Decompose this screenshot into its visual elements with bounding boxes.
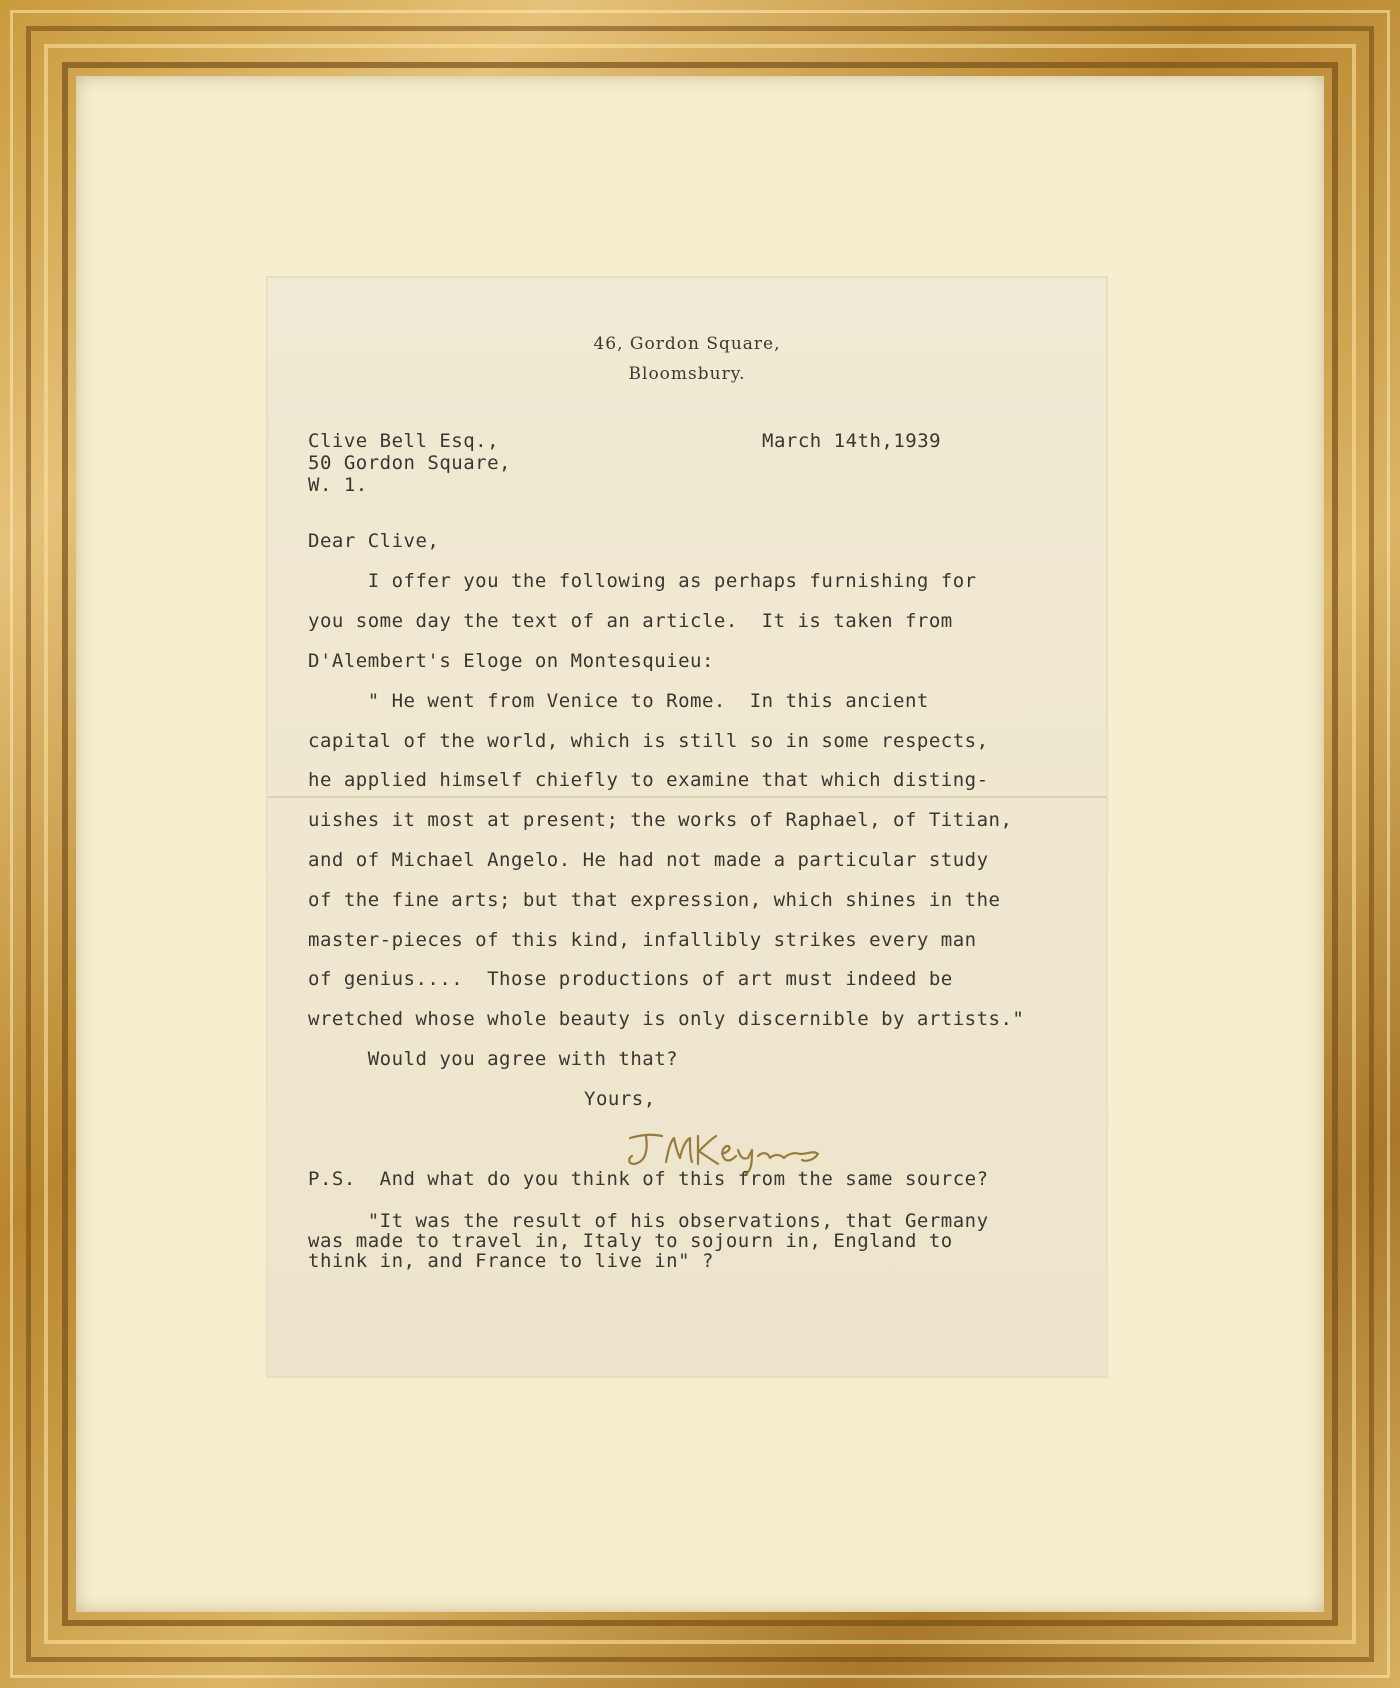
body-line: you some day the text of an article. It is taken from (308, 610, 953, 632)
body-line: I offer you the following as perhaps furnishing for (308, 570, 977, 592)
body-line: master-pieces of this kind, infallibly strikes every man (308, 929, 977, 951)
body-line: capital of the world, which is still so in some respects, (308, 730, 989, 752)
body-line: he applied himself chiefly to examine that which disting- (308, 769, 989, 791)
body-line: of genius.... Those productions of art must indeed be (308, 968, 953, 990)
body-line: of the fine arts; but that expression, which shines in the (308, 889, 1001, 911)
postscript-line: think in, and France to live in" ? (308, 1250, 714, 1272)
body-line: Would you agree with that? (308, 1048, 679, 1070)
letter-paper (268, 278, 1106, 1376)
recipient-postcode: W. 1. (308, 474, 368, 496)
recipient-street: 50 Gordon Square, (308, 452, 511, 474)
closing: Yours, (584, 1088, 656, 1110)
postscript-line: was made to travel in, Italy to sojourn in, England to (308, 1230, 953, 1252)
letter-date: March 14th,1939 (762, 430, 942, 452)
mat-window (268, 278, 1106, 1376)
body-line: " He went from Venice to Rome. In this ancient (308, 690, 929, 712)
recipient-name: Clive Bell Esq., (308, 430, 500, 452)
body-line: and of Michael Angelo. He had not made a particular study (308, 849, 989, 871)
body-line: uishes it most at present; the works of Raphael, of Titian, (308, 809, 1013, 831)
body-line: D'Alembert's Eloge on Montesquieu: (308, 650, 714, 672)
letterhead-district: Bloomsbury. (628, 364, 746, 384)
letterhead-address: 46, Gordon Square, (593, 334, 781, 354)
salutation: Dear Clive, (308, 530, 440, 552)
paper-fold-line (268, 796, 1106, 798)
body-line: wretched whose whole beauty is only discernible by artists." (308, 1008, 1025, 1030)
postscript-line: "It was the result of his observations, that Germany (308, 1210, 989, 1232)
postscript-line: P.S. And what do you think of this from the same source? (308, 1168, 989, 1190)
